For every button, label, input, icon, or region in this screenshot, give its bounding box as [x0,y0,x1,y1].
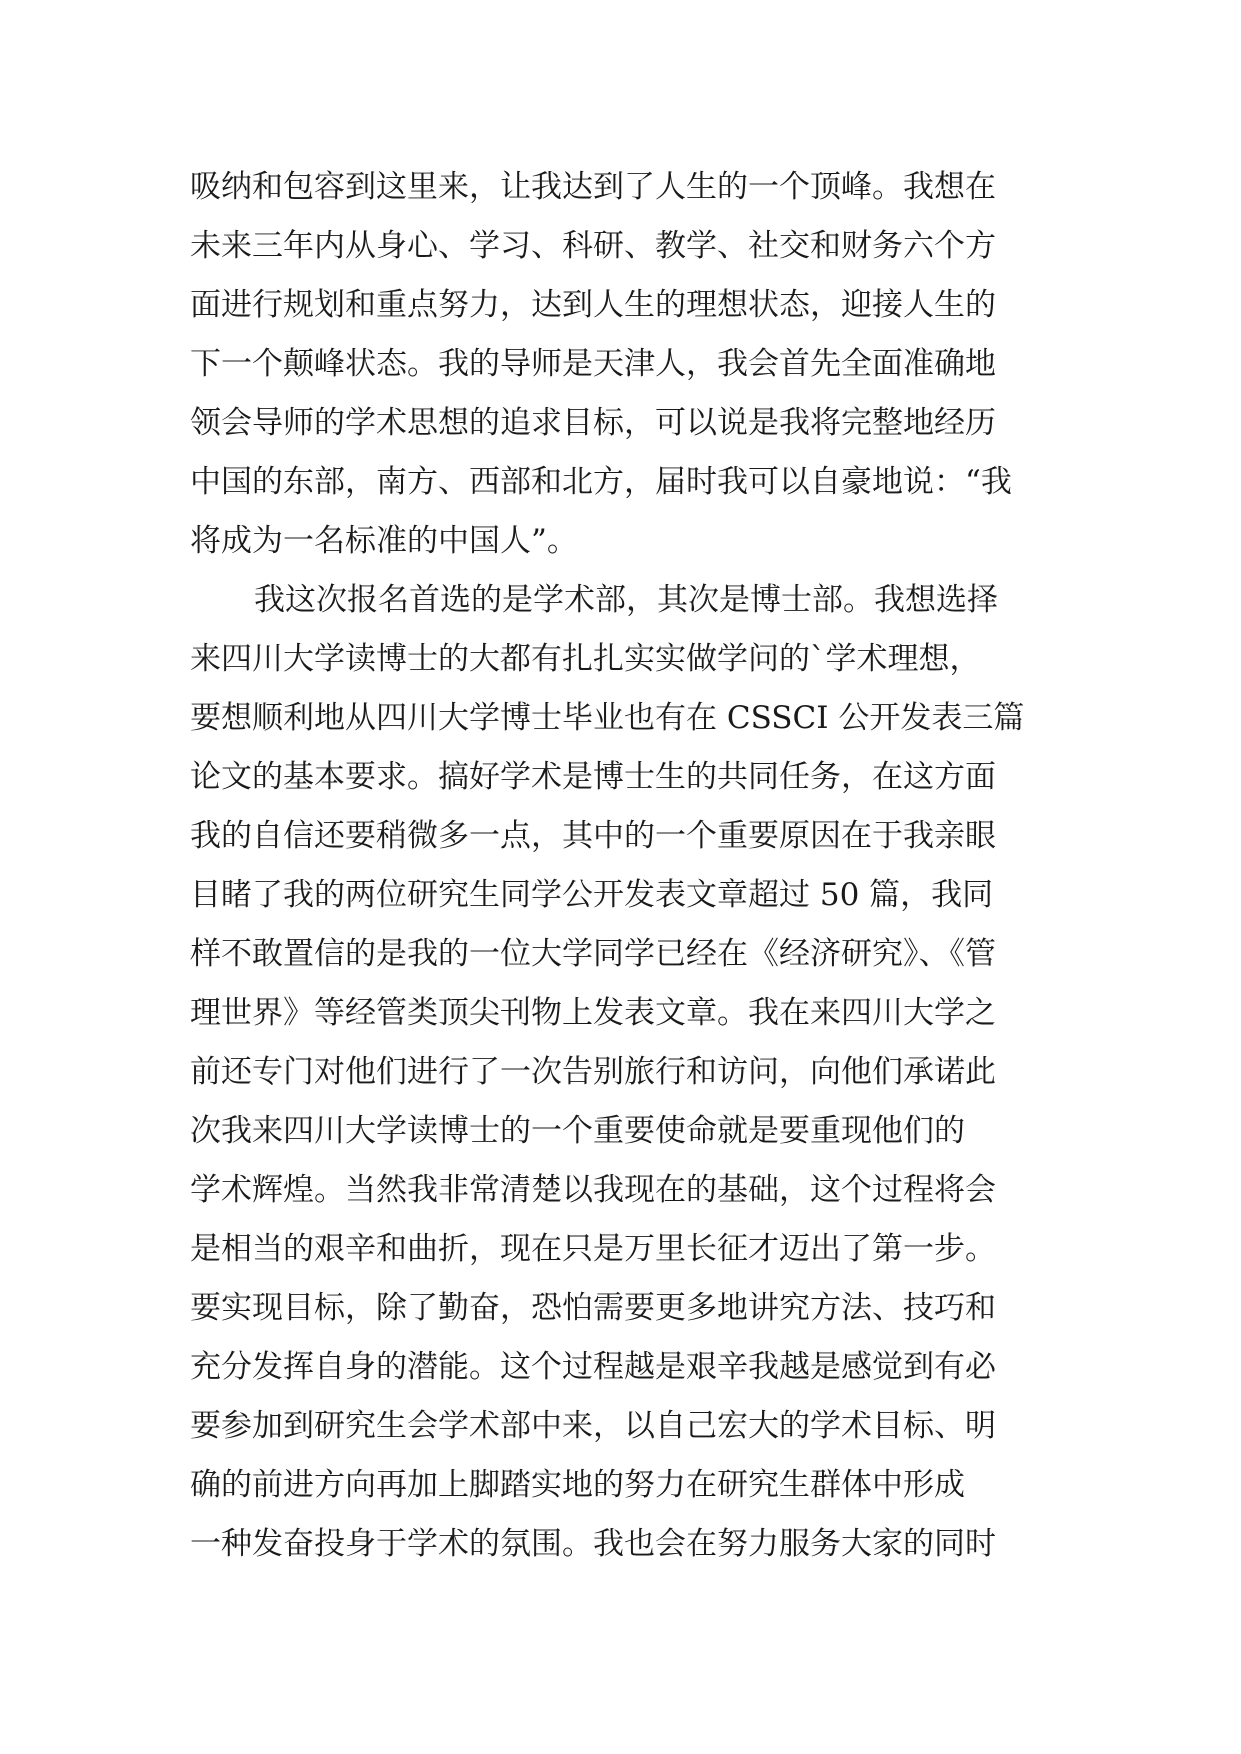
text-line: 要实现目标，除了勤奋，恐怕需要更多地讲究方法、技巧和 [190,1290,996,1326]
text-line: 吸纳和包容到这里来，让我达到了人生的一个顶峰。我想在 [190,169,996,205]
text-line: 要参加到研究生会学术部中来，以自己宏大的学术目标、明 [190,1408,996,1444]
text-line: 面进行规划和重点努力，达到人生的理想状态，迎接人生的 [190,287,996,323]
text-line: 确的前进方向再加上脚踏实地的努力在研究生群体中形成 [190,1467,965,1503]
text-line: 一种发奋投身于学术的氛围。我也会在努力服务大家的同时 [190,1526,996,1562]
text-line: 未来三年内从身心、学习、科研、教学、社交和财务六个方 [190,228,996,264]
text-line: 下一个颠峰状态。我的导师是天津人，我会首先全面准确地 [190,346,996,382]
text-line: 是相当的艰辛和曲折，现在只是万里长征才迈出了第一步。 [190,1231,996,1267]
text-line: 我的自信还要稍微多一点，其中的一个重要原因在于我亲眼 [190,818,996,854]
text-line: 目睹了我的两位研究生同学公开发表文章超过 50 篇，我同 [190,877,994,913]
text-line: 论文的基本要求。搞好学术是博士生的共同任务，在这方面 [190,759,996,795]
paragraph-first-line: 我这次报名首选的是学术部，其次是博士部。我想选择 [254,582,998,618]
text-line: 中国的东部，南方、西部和北方，届时我可以自豪地说：“我 [190,464,1012,500]
text-line: 学术辉煌。当然我非常清楚以我现在的基础，这个过程将会 [190,1172,996,1208]
body-text [190,158,1050,1574]
text-line: 次我来四川大学读博士的一个重要使命就是要重现他们的 [190,1113,965,1149]
text-line: 前还专门对他们进行了一次告别旅行和访问，向他们承诺此 [190,1054,996,1090]
text-line: 将成为一名标准的中国人”。 [190,523,578,559]
text-line: 样不敢置信的是我的一位大学同学已经在《经济研究》、《管 [190,936,996,972]
text-line: 领会导师的学术思想的追求目标，可以说是我将完整地经历 [190,405,996,441]
text-line: 理世界》等经管类顶尖刊物上发表文章。我在来四川大学之 [190,995,996,1031]
text-line: 来四川大学读博士的大都有扎扎实实做学问的`学术理想， [190,641,981,677]
text-line: 要想顺利地从四川大学博士毕业也有在 CSSCI 公开发表三篇 [190,700,1025,736]
text-line: 充分发挥自身的潜能。这个过程越是艰辛我越是感觉到有必 [190,1349,996,1385]
